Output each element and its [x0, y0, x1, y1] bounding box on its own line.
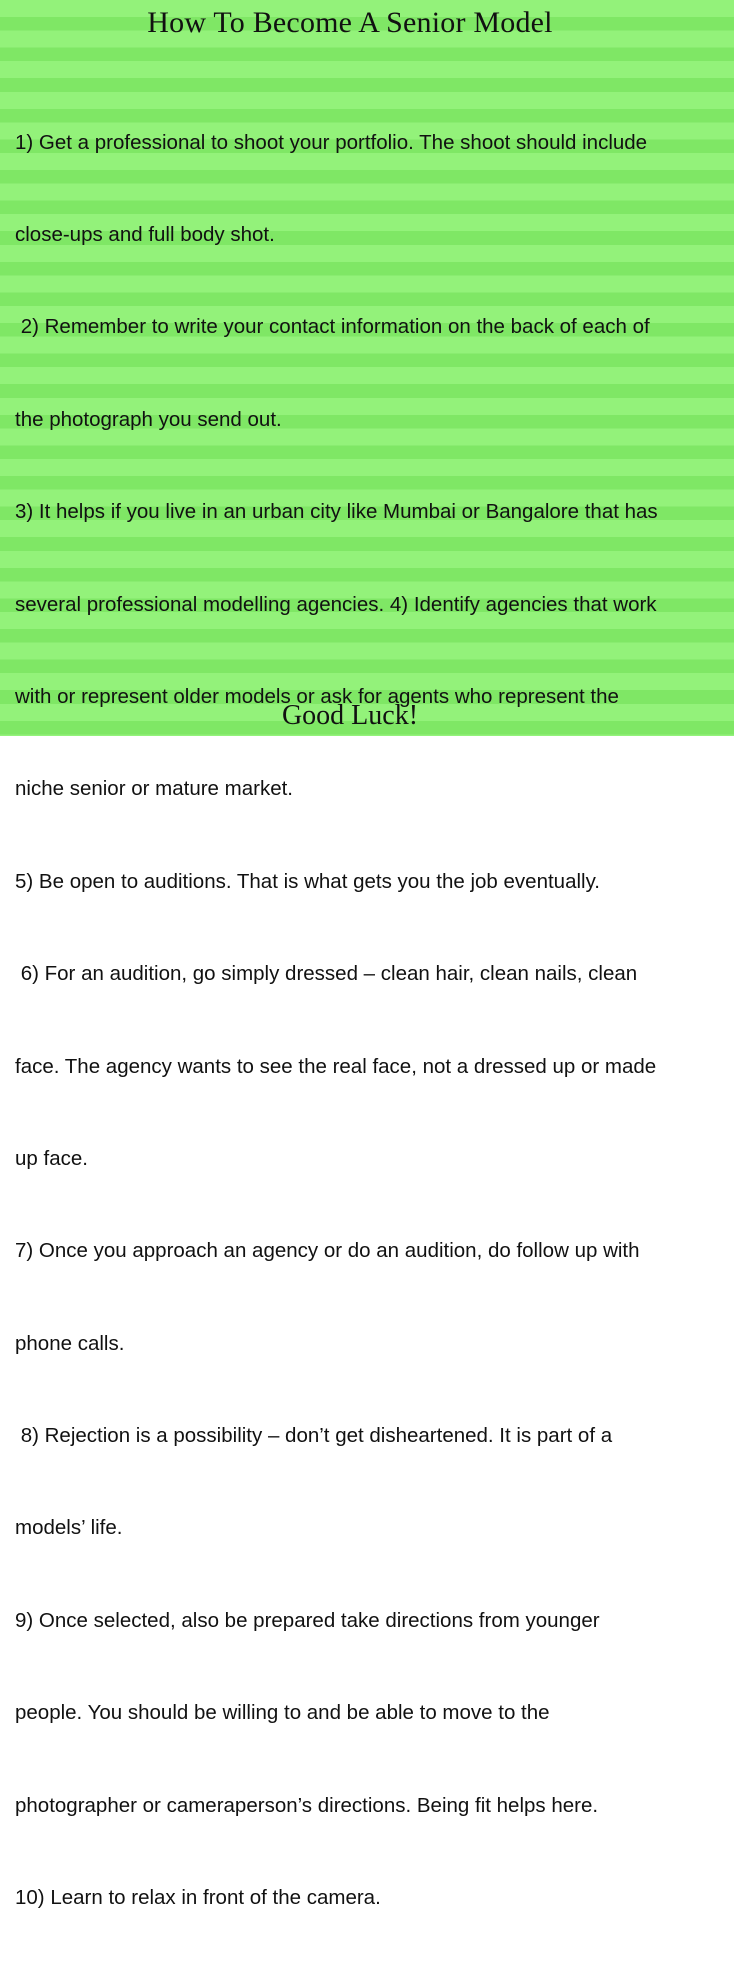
tip-line: 5) Be open to auditions. That is what gets you the job eventually.: [15, 869, 601, 893]
tip-line: 8) Rejection is a possibility – don’t get disheartened. It is part of a: [15, 1424, 613, 1448]
tip-line: 3) It helps if you live in an urban city like Mumbai or Bangalore that has: [15, 500, 658, 524]
tips-body: [15, 66, 727, 1975]
tip-line: niche senior or mature market.: [15, 777, 294, 801]
tip-line: with or represent older models or ask for agents who represent the: [15, 684, 619, 708]
tip-line: face. The agency wants to see the real face, not a dressed up or made: [15, 1054, 657, 1078]
tip-line: close-ups and full body shot.: [15, 222, 275, 246]
tip-line: 10) Learn to relax in front of the camera.: [15, 1886, 381, 1910]
tip-line: 2) Remember to write your contact information on the back of each of: [15, 315, 650, 339]
tip-line: the photograph you send out.: [15, 407, 282, 431]
tip-line: 6) For an audition, go simply dressed – clean hair, clean nails, clean: [15, 962, 638, 986]
footer-text: Good Luck!: [281, 700, 419, 731]
tip-line: phone calls.: [15, 1331, 125, 1355]
tip-line: up face.: [15, 1146, 88, 1170]
tip-line: several professional modelling agencies. 4) Identify agencies that work: [15, 592, 657, 616]
tip-line: 7) Once you approach an agency or do an audition, do follow up with: [15, 1239, 640, 1263]
tip-line: models’ life.: [15, 1516, 123, 1540]
tip-line: people. You should be willing to and be able to move to the: [15, 1701, 550, 1725]
page-title: How To Become A Senior Model: [147, 6, 553, 39]
tip-line: 1) Get a professional to shoot your portfolio. The shoot should include: [15, 130, 648, 154]
tip-line: 9) Once selected, also be prepared take directions from younger: [15, 1608, 600, 1632]
tip-line: photographer or cameraperson’s directions. Being fit helps here.: [15, 1793, 599, 1817]
